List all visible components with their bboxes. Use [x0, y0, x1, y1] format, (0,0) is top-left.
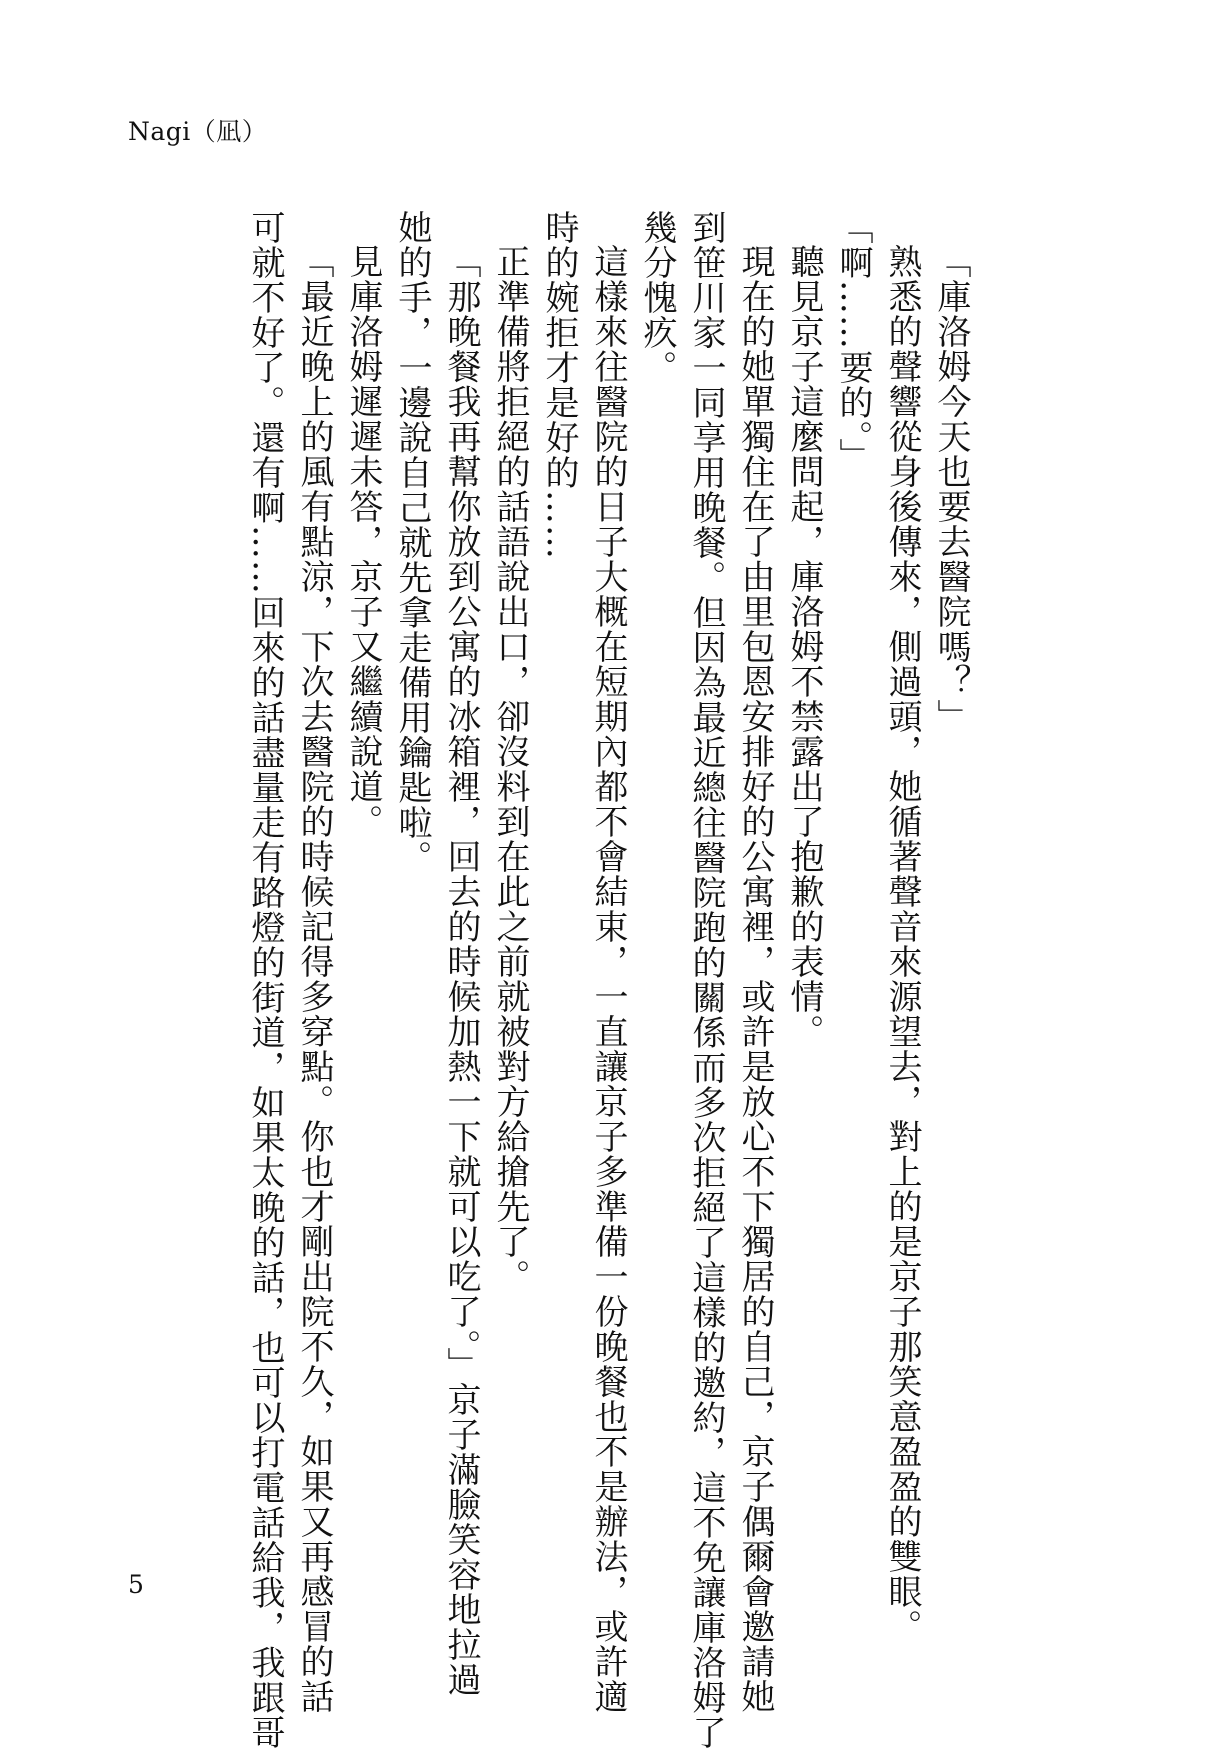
text-column: 「庫洛姆今天也要去醫院嗎？」 [931, 244, 971, 734]
text-column: 到笹川家一同享用晚餐。但因為最近總往醫院跑的關係而多次拒絕了這樣的邀約，這不免讓庫洛姆了 [686, 210, 726, 1750]
page-number: 5 [128, 1570, 144, 1599]
text-column: 她的手，一邊說自己就先拿走備用鑰匙啦。 [392, 210, 432, 875]
text-column: 聽見京子這麼問起，庫洛姆不禁露出了抱歉的表情。 [784, 244, 824, 1049]
text-column: 「最近晚上的風有點涼，下次去醫院的時候記得多穿點。你也才剛出院不久，如果又再感冒的話 [294, 244, 334, 1714]
text-column: 「那晚餐我再幫你放到公寓的冰箱裡，回去的時候加熱一下就可以吃了。」京子滿臉笑容地拉過 [441, 244, 481, 1697]
text-column: 這樣來往醫院的日子大概在短期內都不會結束，一直讓京子多準備一份晚餐也不是辦法，或許適 [588, 244, 628, 1714]
vertical-text-body [240, 210, 975, 1750]
text-column: 現在的她單獨住在了由里包恩安排好的公寓裡，或許是放心不下獨居的自己，京子偶爾會邀請她 [735, 244, 775, 1714]
text-column: 可就不好了。還有啊……回來的話盡量走有路燈的街道，如果太晚的話，也可以打電話給我，我跟哥 [245, 210, 285, 1750]
running-title: Nagi（凪） [128, 117, 268, 146]
text-column: 熟悉的聲響從身後傳來，側過頭，她循著聲音來源望去，對上的是京子那笑意盈盈的雙眼。 [882, 244, 922, 1644]
text-column: 時的婉拒才是好的…… [539, 210, 579, 560]
text-column: 「啊……要的。」 [833, 210, 873, 473]
text-column: 見庫洛姆遲遲未答，京子又繼續說道。 [343, 244, 383, 839]
text-column: 正準備將拒絕的話語說出口，卻沒料到在此之前就被對方給搶先了。 [490, 244, 530, 1294]
text-column: 幾分愧疚。 [637, 210, 677, 385]
